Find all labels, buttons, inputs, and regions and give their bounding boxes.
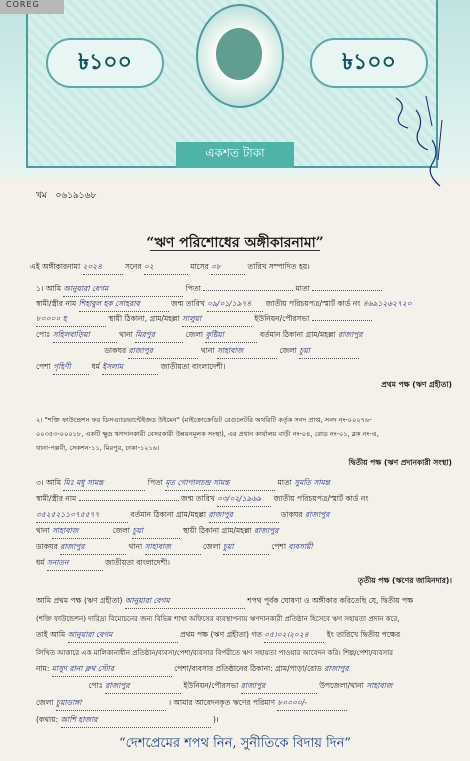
p3-perm-label: স্থায়ী ঠিকানা গ্রাম/মহল্লা — [182, 526, 252, 535]
p1-label-ami: ১। আমি — [36, 284, 61, 293]
body-l7-a: জেলা — [36, 698, 54, 707]
p1-district-label: জেলা — [185, 330, 204, 339]
p3-religion: সনাতন — [47, 558, 103, 571]
party3-row5 — [36, 542, 313, 555]
title-underline — [150, 250, 320, 251]
p1-post-label: পোঃ — [36, 330, 51, 339]
body-l1-b: শপথ পূর্বক ঘোষণা ও অঙ্গীকার করিতেছি যে, দ্বিতীয় পক্ষ — [247, 596, 414, 605]
p3-occ-label: পেশা — [271, 542, 287, 551]
body-l6-b: ইউনিয়ন/পৌরসভা — [183, 681, 239, 690]
p1-name: আনুয়ারা বেগম — [63, 284, 183, 297]
body-l8-a: (কথায়: — [36, 715, 59, 724]
body-l8-words: আশি হাজার — [61, 715, 211, 728]
body-l5-val: রাজাপুর — [324, 664, 349, 673]
body-l8-b: )। — [212, 715, 219, 724]
p1-nid-label: জাতীয় পরিচয়পত্র/স্মার্ট কার্ড নং — [265, 299, 361, 308]
body-l7-amount: ৮০০০০/- — [277, 698, 347, 711]
date-prefix: এই অঙ্গীকারনামা — [30, 262, 81, 271]
party2-line3: থানা-পল্লবী, সেকশন-১১, মিরপুর, ঢাকা-১২১৬। — [36, 444, 160, 452]
party3-row6 — [36, 558, 170, 571]
government-emblem-icon — [196, 4, 284, 108]
party2-line2: ০০৩৫৩-০০০১৮, একটি ক্ষুদ্র ঋণদানকারী বেসরকারী উন্নয়নমূলক সংস্থা), এর প্রধান কার্যালয় বাড়ী নং-০৪, রোড নং-০১, ব্লক নং-এ, — [36, 430, 379, 438]
body-l6-a: পোঃ — [88, 681, 103, 690]
p3-thana2-label: থানা — [128, 542, 143, 551]
party2-line1: ২। "শক্তি ফাউন্ডেশন ফর ডিসএ্যাডভান্টেইজড উইমেন" (মাইক্রোক্রেডিট রেগুলেটরি অথরিটি কর্তৃক সনদ প্রাপ্ত, সনদ নং-০০২৭৬- — [36, 416, 372, 424]
body-l3-b: প্রথম পক্ষ (ঋণ গ্রহীতা) গত — [179, 630, 262, 639]
stamp-value-left: ৳১০০ — [46, 38, 164, 88]
p1-religion-label: ধর্ম — [91, 362, 100, 371]
p1-occ-label: পেশা — [36, 362, 51, 371]
p1-thana: মিরপুর — [135, 330, 183, 343]
p1-number: ৮০০০০ হ — [36, 314, 106, 327]
p3-dak2: রাজাপুর — [60, 542, 126, 555]
p1-nationality: জাতীয়তা বাংলাদেশী। — [160, 362, 226, 371]
p1-religion: ইসলাম — [102, 362, 158, 375]
party1-row5 — [36, 346, 359, 359]
body-line4: লিখিত আকারে এক মালিকানাধীন প্রতিষ্ঠান/ব্যবসা/পেশা/ব্যবসার বিপরীতে ঋণ সহায়তা পাওয়ার আবেদন করি। শিল্প/পেশা/ব্যবসার — [36, 649, 393, 657]
party1-row3 — [36, 314, 372, 327]
p3-district2: চুয়া — [223, 542, 269, 555]
date-t1: সনের — [124, 262, 142, 271]
p1-spouse: শিহাবুল হক সোহরাব — [79, 299, 169, 312]
body-l1-name: আনুয়ারা বেগম — [125, 596, 245, 609]
body-l6-post: রাজাপুর — [105, 681, 181, 694]
body-line7 — [36, 698, 347, 711]
stamp-corner-label: COREG — [0, 0, 64, 14]
p3-perm-village: রাজাপুর — [253, 526, 279, 535]
date-t2: মাসের — [190, 262, 209, 271]
party1-row6 — [36, 362, 226, 375]
serial-value: ০৬১৯১৬৮ — [55, 191, 97, 201]
p3-district: চুয়া — [132, 526, 180, 539]
body-l5-b: পেশা/ব্যবসার প্রতিষ্ঠানের ঠিকানা: গ্রাম/পাড়া/রোড — [174, 664, 322, 673]
p1-perm-label: স্থায়ী ঠিকানা, গ্রাম/মহল্লা — [108, 314, 180, 323]
party3-row2 — [36, 494, 368, 507]
p1-nid: ৪৬৯১২৬২৭২০ — [362, 299, 412, 308]
p3-dak2-label: ডাকঘর — [36, 542, 58, 551]
p3-district2-label: জেলা — [202, 542, 221, 551]
p1-thana2-label: থানা — [200, 346, 215, 355]
body-l7-district: চুয়াডাঙ্গা — [56, 698, 166, 711]
body-line2: (শক্তি ফাউন্ডেশন) দারিদ্র্য বিমোচনের জন্য বিভিন্ন শাখা অফিসের ব্যবস্থাপনায় ঋণদানকারী প্রতিষ্ঠান হিসেবে ঋণ সহায়তা প্রদান করে, — [36, 615, 400, 623]
p1-thana2: সাহাবাজ — [217, 346, 277, 359]
body-l5-a: নাম: — [36, 664, 50, 673]
p1-spouse-label: স্বামী/স্ত্রীর নাম — [36, 299, 77, 308]
p3-dak-label: ডাকঘর — [280, 510, 303, 519]
p1-post: সহিলবাড়িয়া — [53, 330, 117, 343]
party3-row4 — [36, 526, 278, 539]
body-l3-c: ইং তারিখে দ্বিতীয় পক্ষের — [326, 630, 401, 639]
body-l6-upz: সাহাবাজ — [366, 681, 393, 690]
serial-label: খম — [36, 191, 47, 201]
p1-dak: রাজাপুর — [128, 346, 198, 359]
p1-dob-label: জন্ম তারিখ — [171, 299, 205, 308]
p3-thana: সাহাবাজ — [52, 526, 110, 539]
footer-slogan: “দেশপ্রেমের শপথ নিন, সুনীতিকে বিদায় দিন” — [119, 736, 351, 751]
body-l7-b: । আমার আবেদনকৃত ঋণের পরিমাণ — [168, 698, 276, 707]
party3-row3 — [36, 510, 329, 523]
p3-dob: ০৩/০২/১৯৬৯ — [217, 494, 271, 507]
body-line8 — [36, 715, 219, 728]
party1-row4 — [36, 330, 362, 343]
party1-row1 — [36, 284, 382, 297]
p1-dak-label: ডাকঘর — [104, 346, 127, 355]
body-l3-name: আনুয়ারা বেগম — [68, 630, 178, 643]
p1-district2: চুয়া — [299, 346, 359, 359]
p3-nationality: জাতীয়তা বাংলাদেশী। — [105, 558, 170, 567]
p3-present-label: বর্তমান ঠিকানা গ্রাম/মহল্লা — [130, 510, 207, 519]
p3-present-village: রাজাপুর — [209, 510, 279, 523]
p1-occupation: গৃহিণী — [53, 362, 89, 375]
p1-district: কুষ্টিয়া — [205, 330, 257, 343]
p3-dak: রাজাপুর — [304, 510, 330, 519]
p3-occupation: ব্যবসায়ী — [288, 542, 313, 551]
serial-number — [36, 188, 96, 203]
p3-thana-label: থানা — [36, 526, 50, 535]
p3-number: ৩৫২৫২১১০৭৫৫৭৭ — [36, 510, 128, 523]
body-l3-date: ০৫।০২।২০২৪ — [264, 630, 324, 643]
stamp-value-words: একশত টাকা — [176, 142, 294, 168]
p3-spouse-label: স্বামী/স্ত্রীর নাম — [36, 494, 77, 503]
p1-dob: ০৯/০১/১৯৭৪ — [207, 299, 263, 312]
date-year: ২০২৪ — [83, 262, 123, 275]
body-l1-a: আমি প্রথম পক্ষ (ঋণ গ্রহীতা) — [36, 596, 123, 605]
body-line3 — [36, 630, 400, 643]
p1-mother-label: মাতা — [295, 284, 310, 293]
p3-father-label: পিতা — [147, 478, 163, 487]
party1-row2 — [36, 299, 412, 312]
document-title: “ঋণ পরিশোধের অঙ্গীকারনামা” — [146, 235, 324, 251]
body-line1 — [36, 596, 413, 609]
p3-religion-label: ধর্ম — [36, 558, 45, 567]
p3-label-ami: ৩। আমি — [36, 478, 62, 487]
party3-role: তৃতীয় পক্ষ (ঋণের জামিনদার)। — [357, 576, 452, 585]
p3-father: মৃত গোপালচন্দ্র সামন্ত — [165, 478, 275, 491]
p3-thana2: সাহাবাজ — [145, 542, 201, 555]
stamp-value-right: ৳১০০ — [310, 38, 428, 88]
body-line6 — [36, 681, 393, 694]
party3-row1 — [36, 478, 330, 491]
date-month: ০৮ — [211, 262, 245, 275]
handwritten-margin-note — [386, 90, 456, 200]
party1-role: প্রথম পক্ষ (ঋণ গ্রহীতা) — [381, 380, 452, 389]
date-day: ০২ — [144, 262, 188, 275]
p3-nid-label: জাতীয় পরিচয়পত্র/স্মার্ট কার্ড নং — [273, 494, 369, 503]
date-t3: তারিখ সম্পাদিত হয়। — [247, 262, 310, 271]
body-l3-a: তাই আমি — [36, 630, 66, 639]
p1-thana-label: থানা — [119, 330, 133, 339]
p3-name: মিঃ মধু সামন্ত — [63, 478, 145, 491]
p1-district2-label: জেলা — [279, 346, 297, 355]
p3-dob-label: জন্ম তারিখ — [181, 494, 215, 503]
body-l6-c: উপজেলা/থানা — [319, 681, 364, 690]
p3-district-label: জেলা — [112, 526, 130, 535]
body-l5-name: মাসুদ রানা ক্লথ স্টোর — [52, 664, 172, 677]
party2-role: দ্বিতীয় পক্ষ (ঋণ প্রদানকারী সংস্থা) — [348, 458, 452, 467]
p3-mother: সুমতি সামন্ত — [294, 478, 330, 487]
p1-father-label: পিতা — [185, 284, 201, 293]
p3-mother-label: মাতা — [277, 478, 292, 487]
p1-present-label: বর্তমান ঠিকানা গ্রাম/মহল্লা — [259, 330, 336, 339]
body-line5 — [36, 664, 349, 677]
body-l6-union: রাজাপুর — [241, 681, 317, 694]
p1-present-village: রাজাপুর — [337, 330, 363, 339]
p1-union-label: ইউনিয়ন/পৌরসভা — [254, 314, 310, 323]
p1-perm-village: সালুয়া — [182, 314, 252, 327]
date-line — [30, 262, 310, 275]
